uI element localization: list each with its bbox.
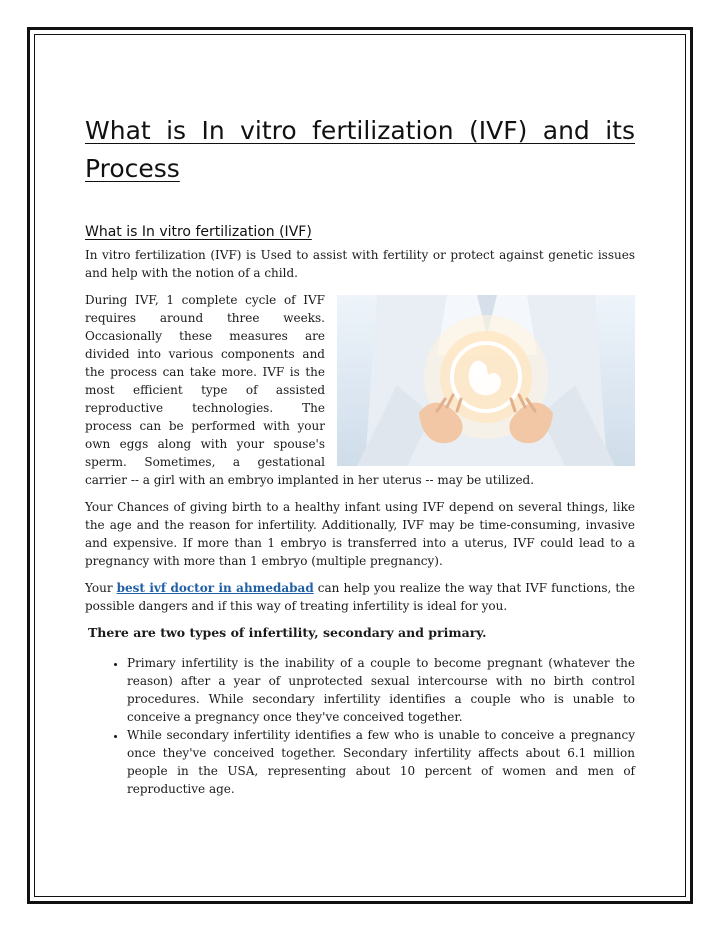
section-heading: What is In vitro fertilization (IVF) [85,224,312,240]
ivf-doctor-link[interactable]: best ivf doctor in ahmedabad [116,581,314,595]
paragraph-doctor-start: Your [85,581,113,595]
document-body [85,112,635,798]
hands-holding-embryo-icon [337,295,635,466]
ivf-hero-image [337,295,635,466]
paragraph-ivf-cycle: During IVF, 1 complete cycle of IVF requires around three weeks. Occasionally these measures are divided into various components and the process can take more. IVF is the most efficient type of assisted reproductive technologies. The process can be performed with your own eggs along with your spouse's sperm. Sometimes, a gestational carrier -- a girl with an embryo implanted in her uterus -- may be utilized. [85,293,535,487]
page-title: What is In vitro fertilization (IVF) and its Process [85,116,635,183]
paragraph-chances: Your Chances of giving birth to a healthy infant using IVF depend on several things, like the age and the reason for infertility. Additionally, IVF may be time-consuming, invasive and expensive. If more than 1 embryo is transferred into a uterus, IVF could lead to a pregnancy with more than 1 embryo (multiple pregnancy). [85,500,635,568]
paragraph-intro: In vitro fertilization (IVF) is Used to assist with fertility or protect against genetic issues and help with the notion of a child. [85,248,635,280]
list-item-secondary: • While secondary infertility identifies a few who is unable to conceive a pregnancy once they've conceived together. Secondary infertility affects about 6.1 million people in the USA, representing about 10 percent of women and men of reproductive age. [127,726,635,798]
infertility-types-list [85,654,635,798]
infertility-types-heading: There are two types of infertility, secondary and primary. [88,625,487,640]
paragraph-doctor-end: can help you realize the way that IVF functions, the possible dangers and if this way of treating infertility is ideal for you. [85,581,635,613]
list-item-primary: • Primary infertility is the inability of a couple to become pregnant (whatever the reason) after a year of unprotected sexual intercourse with no birth control procedures. While secondary infertility identifies a couple who is unable to conceive a pregnancy once they've conceived together. [127,654,635,726]
paragraph-doctor [85,579,635,615]
